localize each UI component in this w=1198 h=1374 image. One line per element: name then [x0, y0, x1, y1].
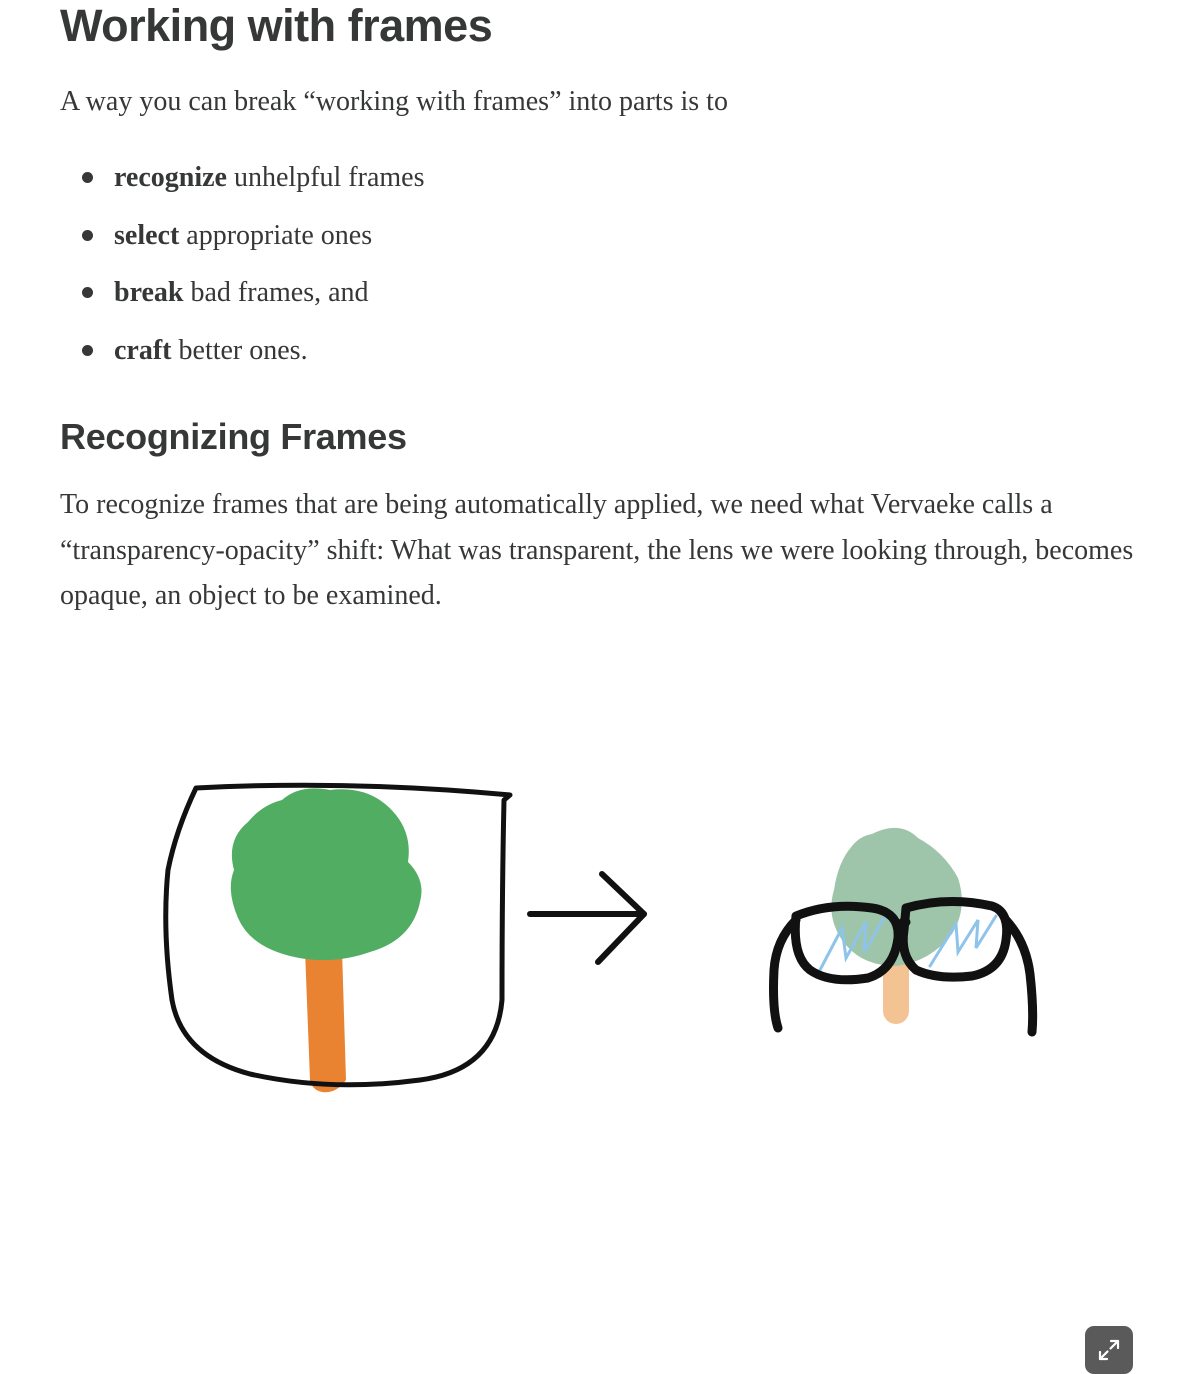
step-text: bad frames, and: [183, 277, 369, 308]
glasses-tree: [774, 828, 1033, 1032]
step-text: unhelpful frames: [226, 162, 425, 193]
steps-list: [60, 158, 424, 388]
tree-canopy: [231, 788, 422, 960]
tree-trunk: [305, 948, 346, 1092]
list-item: [60, 273, 424, 331]
framed-tree: [166, 785, 510, 1092]
step-keyword: recognize: [114, 162, 227, 193]
step-keyword: craft: [114, 334, 172, 366]
list-item: [60, 331, 424, 389]
intro-paragraph: A way you can break “working with frames” into parts is to: [60, 86, 728, 117]
step-keyword: select: [114, 219, 180, 251]
arrow-icon: [530, 874, 644, 962]
bullet-icon: [82, 345, 93, 356]
expand-image-button[interactable]: [1085, 1326, 1133, 1374]
illustration-svg: [0, 640, 1198, 1190]
step-text: better ones.: [171, 334, 308, 366]
bullet-icon: [82, 230, 93, 241]
section-paragraph: To recognize frames that are being automatically applied, we need what Vervaeke calls a “transparency-opacity” shift: What was transparent, the lens we were looking through, becomes opaque, an object to be examined.: [60, 489, 1134, 611]
page-title: Working with frames: [60, 0, 493, 51]
list-item: [60, 216, 424, 274]
section-heading: Recognizing Frames: [60, 416, 407, 457]
bullet-icon: [82, 172, 93, 183]
step-text: appropriate ones: [179, 219, 373, 251]
bullet-icon: [82, 287, 93, 298]
frames-illustration: [0, 640, 1198, 1190]
list-item: [60, 158, 424, 216]
step-keyword: break: [114, 277, 184, 308]
expand-arrows-icon: [1096, 1337, 1122, 1363]
